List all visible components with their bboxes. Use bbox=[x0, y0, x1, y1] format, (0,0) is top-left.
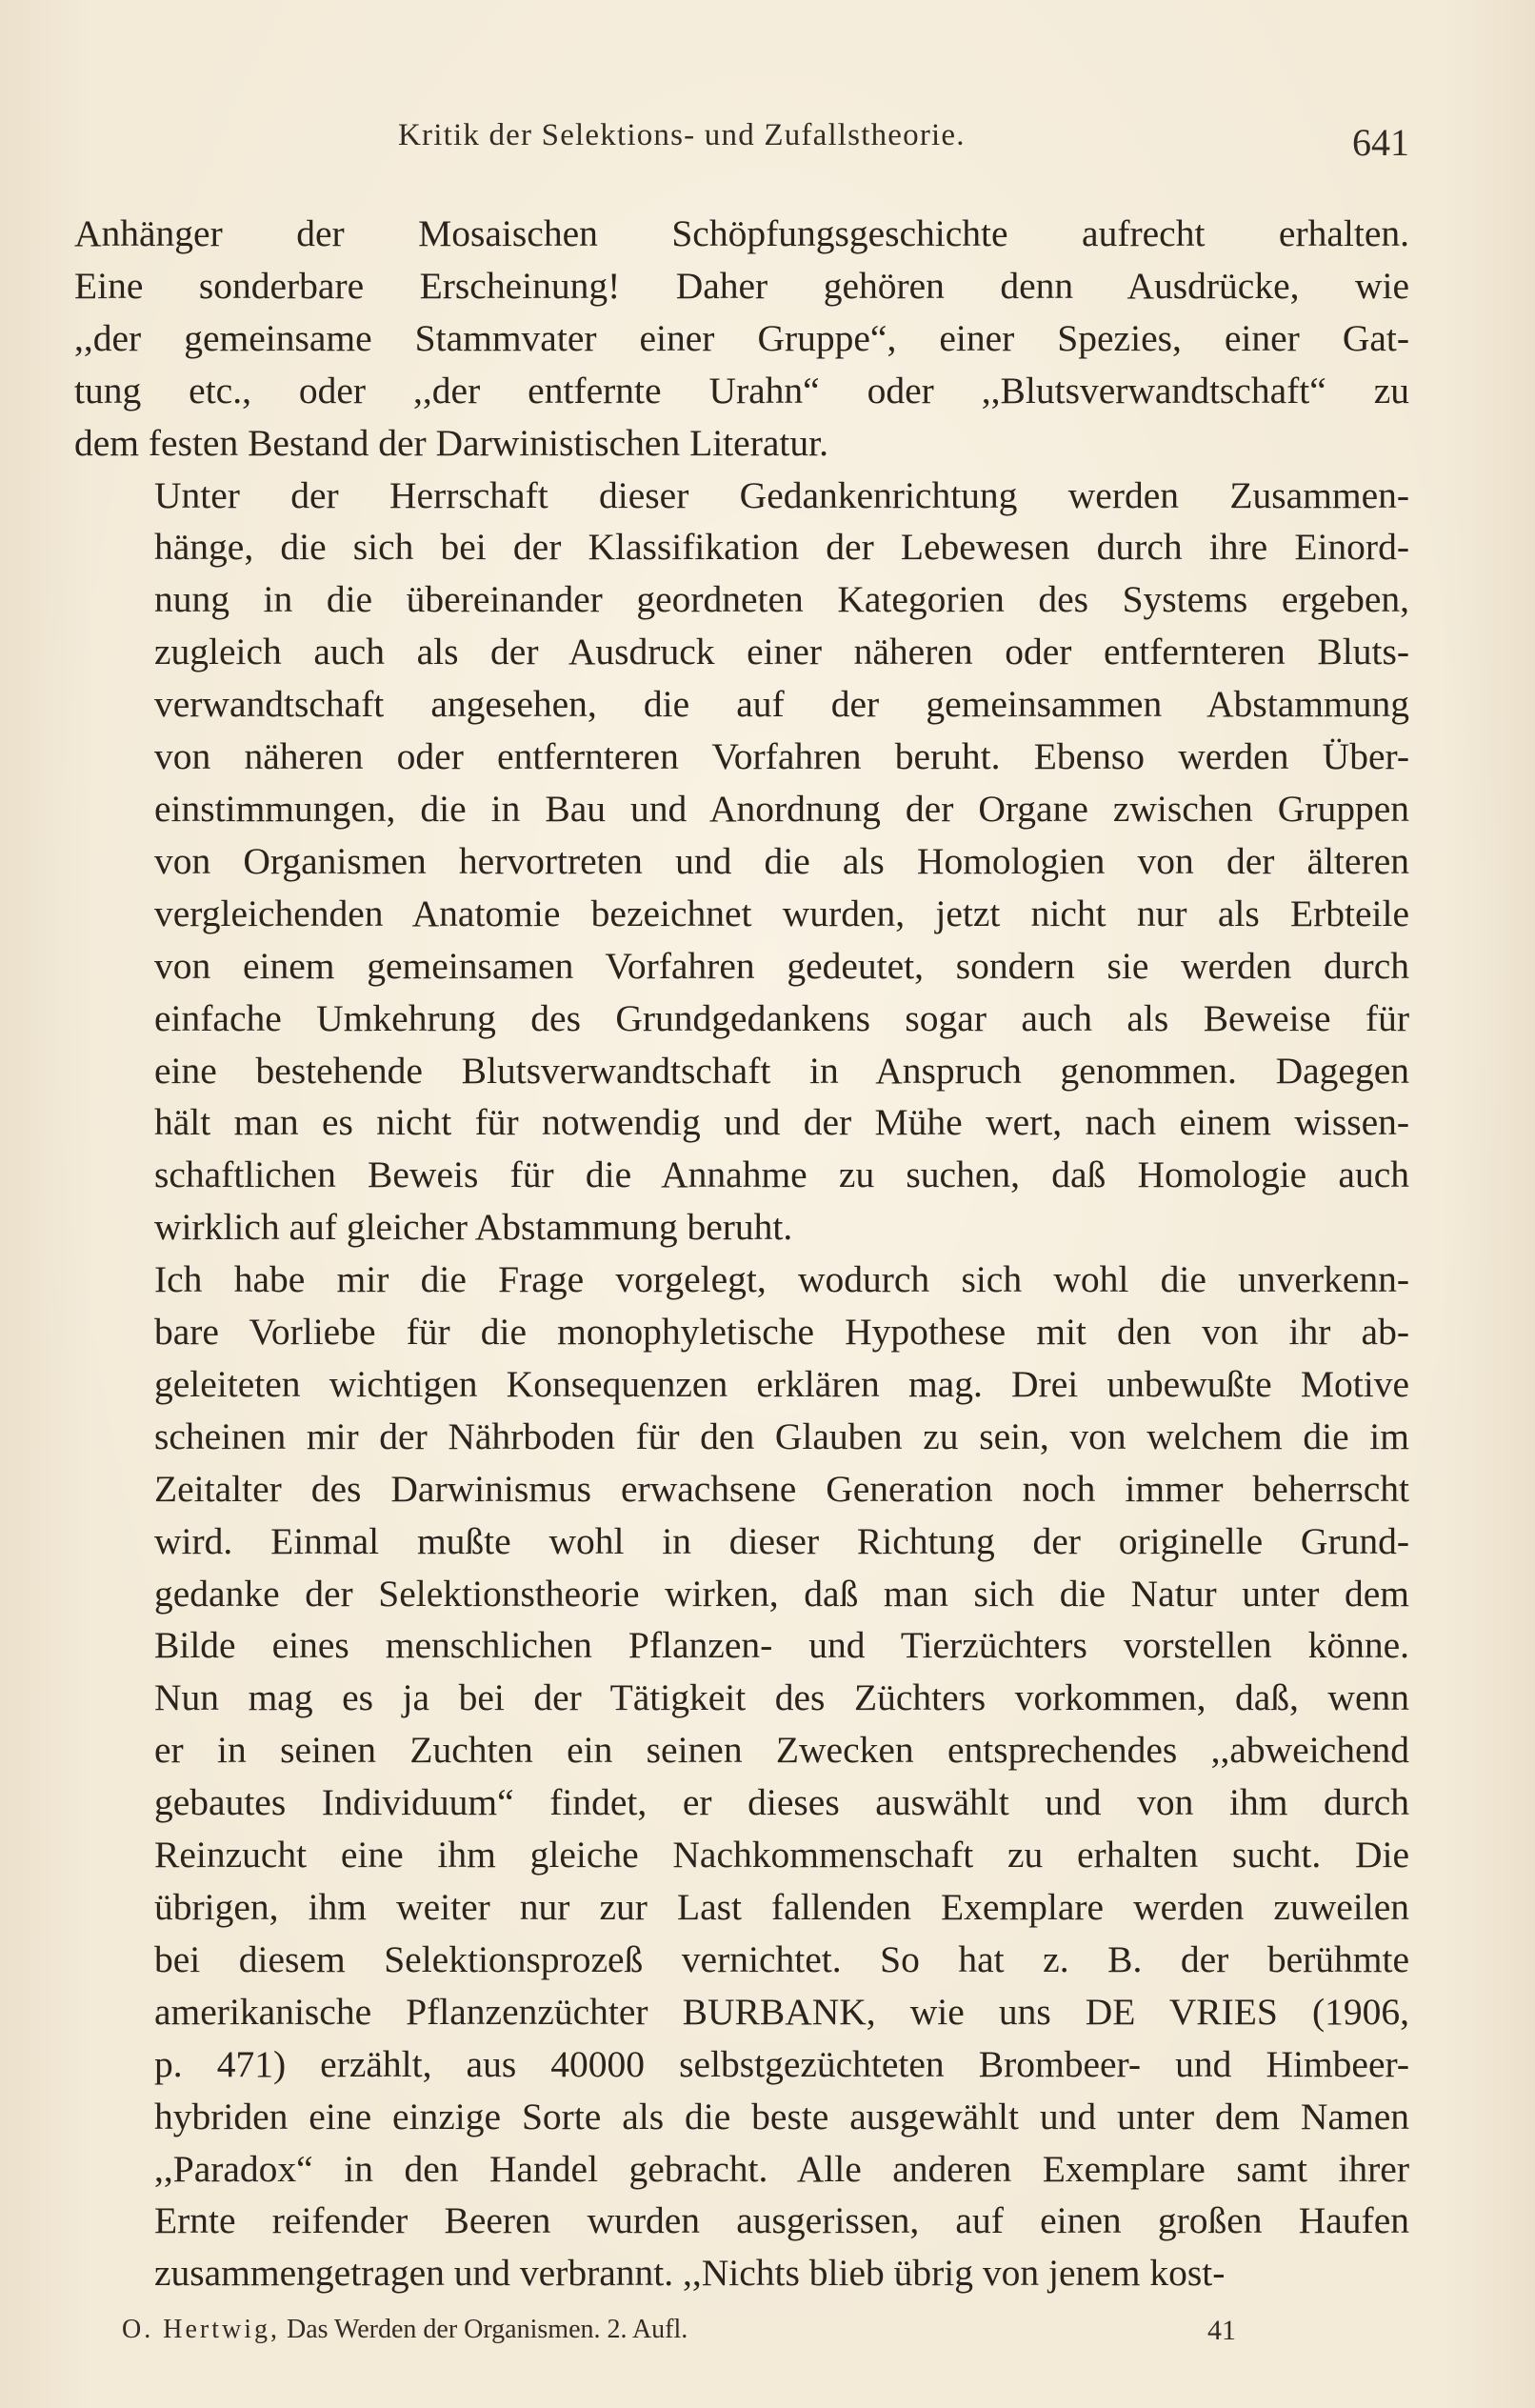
page-footer bbox=[122, 2315, 1265, 2353]
text-line: dem festen Bestand der Darwinistischen Literatur. bbox=[74, 421, 828, 464]
text-line: gedanke der Selektionstheorie wirken, daß man sich die Natur unter dem bbox=[154, 1572, 1409, 1615]
footer-author: O. Hertwig, bbox=[122, 2315, 280, 2344]
text-line: Reinzucht eine ihm gleiche Nachkommenschaft zu erhalten sucht. Die bbox=[154, 1834, 1409, 1876]
text-line: amerikanische Pflanzenzüchter BURBANK, wie uns DE VRIES (1906, bbox=[154, 1990, 1409, 2033]
page-number: 641 bbox=[1352, 121, 1409, 164]
text-line: vergleichenden Anatomie bezeichnet wurden, jetzt nicht nur als Erbteile bbox=[154, 892, 1409, 934]
text-line: bare Vorliebe für die monophyletische Hypothese mit den von ihr ab- bbox=[154, 1311, 1409, 1354]
text-line: hänge, die sich bei der Klassifikation der Lebewesen durch ihre Einord- bbox=[154, 526, 1409, 569]
text-line: geleiteten wichtigen Konsequenzen erklären mag. Drei unbewußte Motive bbox=[154, 1362, 1409, 1405]
text-line: Nun mag es ja bei der Tätigkeit des Züchters vorkommen, daß, wenn bbox=[154, 1676, 1409, 1719]
text-line: scheinen mir der Nährboden für den Glauben zu sein, von welchem die im bbox=[154, 1415, 1409, 1457]
text-line: hält man es nicht für notwendig und der Mühe wert, nach einem wissen- bbox=[154, 1101, 1409, 1144]
footer-book-title: Das Werden der Organismen. 2. Aufl. bbox=[286, 2315, 688, 2344]
paragraph-3 bbox=[74, 1254, 1409, 2299]
text-line: von einem gemeinsamen Vorfahren gedeutet, sondern sie werden durch bbox=[154, 944, 1409, 987]
text-line: p. 471) erzählt, aus 40000 selbstgezüchteten Brombeer- und Himbeer- bbox=[154, 2042, 1409, 2085]
text-line: Anhänger der Mosaischen Schöpfungsgeschichte aufrecht erhalten. bbox=[74, 212, 1409, 254]
text-line: Ernte reifender Beeren wurden ausgerissen, auf einen großen Haufen bbox=[154, 2199, 1409, 2242]
text-line: tung etc., oder ,,der entfernte Urahn“ oder ,,Blutsverwandtschaft“ zu bbox=[74, 369, 1409, 411]
text-line: Unter der Herrschaft dieser Gedankenrichtung werden Zusammen- bbox=[154, 473, 1409, 516]
text-line: Eine sonderbare Erscheinung! Daher gehören denn Ausdrücke, wie bbox=[74, 264, 1409, 307]
signature-mark: 41 bbox=[1207, 2315, 1236, 2346]
running-title: Kritik der Selektions- und Zufallstheorie. bbox=[398, 118, 966, 152]
body-text bbox=[74, 208, 1409, 2299]
text-line: wirklich auf gleicher Abstammung beruht. bbox=[154, 1206, 793, 1249]
text-line: gebautes Individuum“ findet, er dieses auswählt und von ihm durch bbox=[154, 1781, 1409, 1824]
text-line: zugleich auch als der Ausdruck einer näheren oder entfernteren Bluts- bbox=[154, 631, 1409, 673]
paragraph-2 bbox=[74, 470, 1409, 1254]
text-line: Bilde eines menschlichen Pflanzen- und Tierzüchters vorstellen könne. bbox=[154, 1624, 1409, 1667]
text-line: hybriden eine einzige Sorte als die beste ausgewählt und unter dem Namen bbox=[154, 2095, 1409, 2137]
text-line: übrigen, ihm weiter nur zur Last fallenden Exemplare werden zuweilen bbox=[154, 1886, 1409, 1928]
running-head bbox=[74, 112, 1409, 170]
text-line: ,,der gemeinsame Stammvater einer Gruppe“, einer Spezies, einer Gat- bbox=[74, 316, 1409, 359]
text-line: eine bestehende Blutsverwandtschaft in Anspruch genommen. Dagegen bbox=[154, 1049, 1409, 1092]
text-line: nung in die übereinander geordneten Kategorien des Systems ergeben, bbox=[154, 578, 1409, 621]
text-line: von Organismen hervortreten und die als Homologien von der älteren bbox=[154, 839, 1409, 882]
text-line: zusammengetragen und verbrannt. ,,Nichts blieb übrig von jenem kost- bbox=[154, 2252, 1226, 2295]
text-line: schaftlichen Beweis für die Annahme zu suchen, daß Homologie auch bbox=[154, 1154, 1409, 1196]
paragraph-1 bbox=[74, 208, 1409, 470]
text-line: Zeitalter des Darwinismus erwachsene Generation noch immer beherrscht bbox=[154, 1467, 1409, 1510]
text-line: bei diesem Selektionsprozeß vernichtet. So hat z. B. der berühmte bbox=[154, 1937, 1409, 1980]
text-line: wird. Einmal mußte wohl in dieser Richtung der originelle Grund- bbox=[154, 1519, 1409, 1562]
text-line: verwandtschaft angesehen, die auf der gemeinsammen Abstammung bbox=[154, 683, 1409, 726]
text-line: er in seinen Zuchten ein seinen Zwecken entsprechendes ,,abweichend bbox=[154, 1729, 1409, 1772]
text-line: einfache Umkehrung des Grundgedankens sogar auch als Beweise für bbox=[154, 996, 1409, 1039]
text-line: ,,Paradox“ in den Handel gebracht. Alle anderen Exemplare samt ihrer bbox=[154, 2147, 1409, 2190]
text-line: einstimmungen, die in Bau und Anordnung der Organe zwischen Gruppen bbox=[154, 787, 1409, 830]
text-line: Ich habe mir die Frage vorgelegt, wodurch sich wohl die unverkenn- bbox=[154, 1258, 1409, 1301]
text-line: von näheren oder entfernteren Vorfahren beruht. Ebenso werden Über- bbox=[154, 735, 1409, 778]
